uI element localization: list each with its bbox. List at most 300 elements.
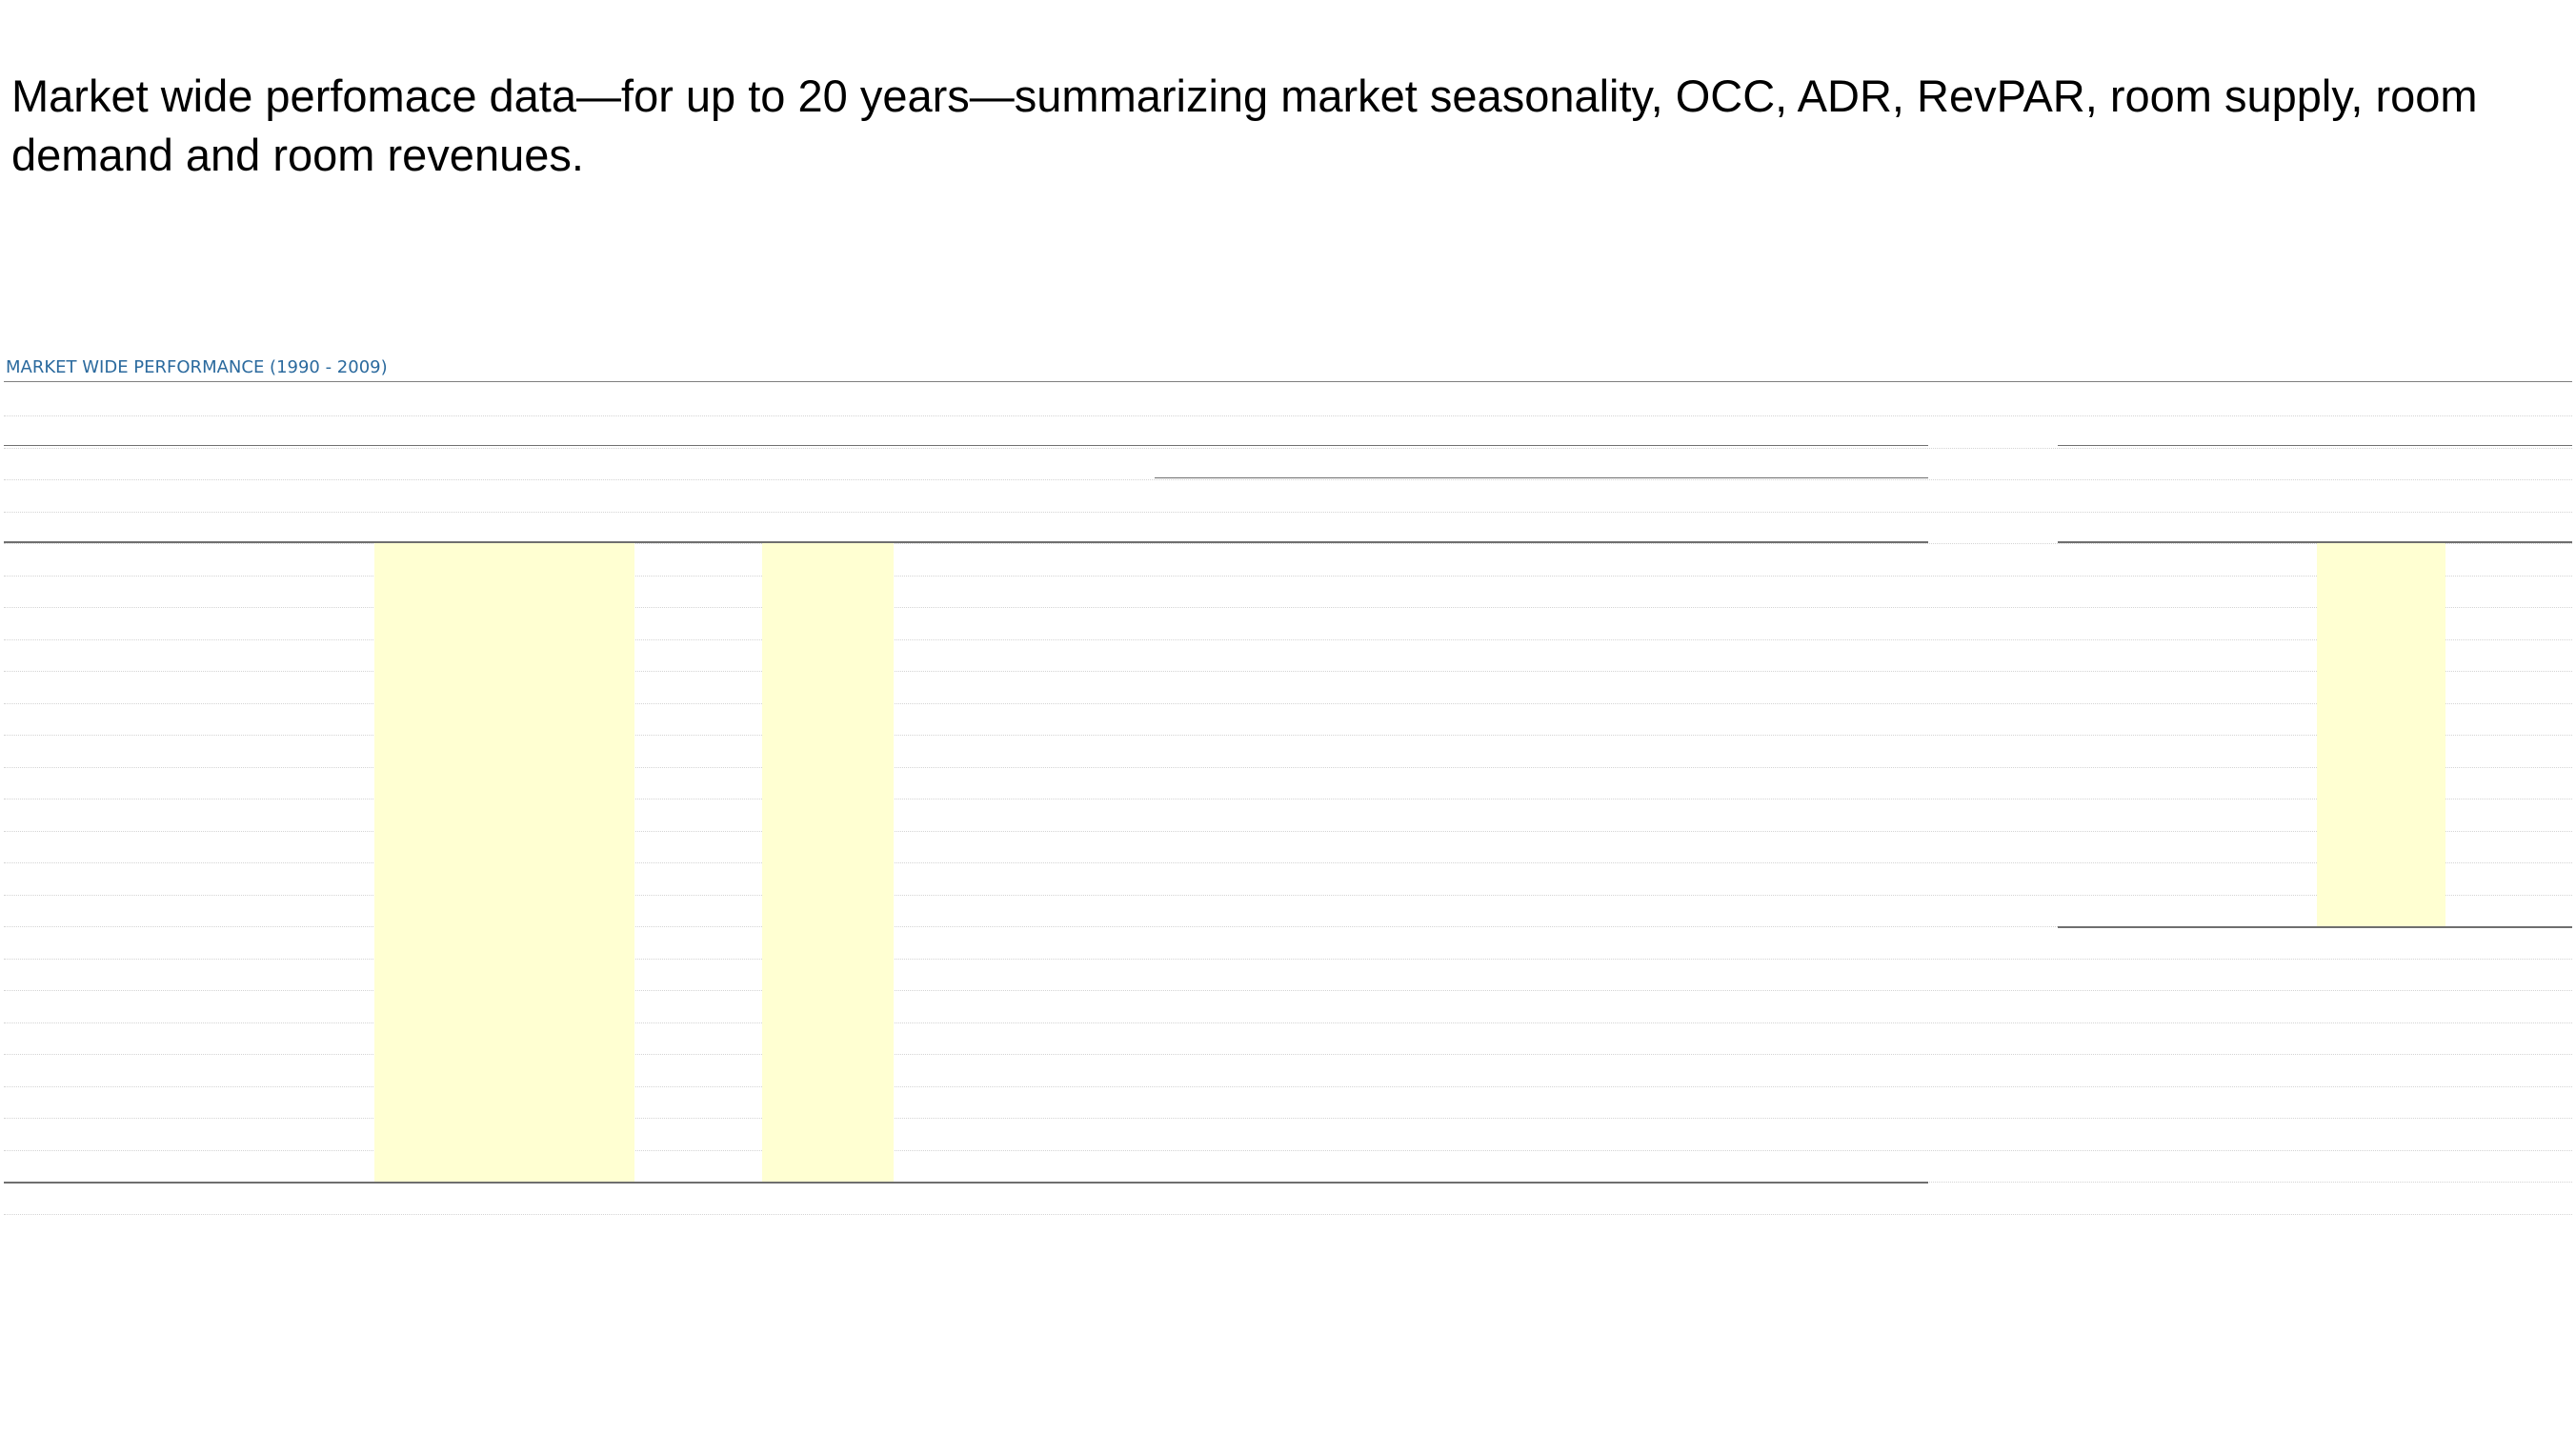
table-cell (648, 1021, 762, 1052)
table-cell (748, 1148, 891, 1180)
table-cell (389, 605, 503, 637)
season-total-label (2060, 961, 2174, 992)
table-cell (1442, 1021, 1538, 1052)
column-header (988, 476, 1150, 508)
slide-title: Market wide perfomace data—for up to 20 years—summarizing market seasonality, OCC, ADR, RevPAR, room supply, room demand and room revenues. (11, 71, 2478, 180)
table-cell (1793, 574, 1926, 605)
month-cell (2060, 860, 2174, 892)
table-cell (517, 765, 632, 797)
table-cell (389, 541, 503, 573)
base-cell (517, 1216, 632, 1247)
table-cell (1534, 605, 1667, 637)
table-cell (517, 957, 632, 988)
table-cell (1662, 829, 1796, 860)
table-cell (1315, 701, 1410, 733)
table-cell (1662, 541, 1796, 573)
table-cell (988, 1021, 1150, 1052)
table-cell (748, 574, 891, 605)
table-cell (389, 1084, 503, 1116)
table-cell (517, 988, 632, 1020)
table-cell (1793, 605, 1926, 637)
season-cell (2328, 638, 2443, 669)
season-cell (2328, 797, 2443, 828)
base-year-cell (151, 1216, 227, 1247)
table-cell (1442, 1084, 1538, 1116)
table-cell (1315, 1116, 1410, 1147)
table-cell (988, 701, 1150, 733)
table-cell (1442, 701, 1538, 733)
table-cell (988, 574, 1150, 605)
season-total-cell (2456, 961, 2570, 992)
table-cell (1534, 957, 1667, 988)
table-cell (648, 1052, 762, 1083)
table-cell (1184, 669, 1279, 700)
column-header (748, 476, 891, 508)
table-cell (1315, 1084, 1410, 1116)
table-cell (389, 733, 503, 764)
table-cell (988, 1116, 1150, 1147)
table-cell (988, 893, 1150, 924)
table-cell (748, 1116, 891, 1147)
season-cell (2328, 541, 2443, 573)
table-cell (1442, 733, 1538, 764)
table-cell (1184, 988, 1279, 1020)
table-cell (1184, 797, 1279, 828)
table-cell (1534, 860, 1667, 892)
season-cell (2456, 541, 2570, 573)
year-cell (151, 1148, 227, 1180)
table-cell (1442, 574, 1538, 605)
table-cell (1534, 893, 1667, 924)
table-cell (1184, 1116, 1279, 1147)
table-cell (988, 733, 1150, 764)
table-cell (748, 669, 891, 700)
table-cell (1793, 797, 1926, 828)
table-cell (1442, 1148, 1538, 1180)
table-cell (1662, 924, 1796, 956)
table-cell (988, 605, 1150, 637)
season-cell (2199, 574, 2313, 605)
table-cell (988, 541, 1150, 573)
base-cell (748, 1216, 891, 1247)
table-cell (1315, 924, 1410, 956)
column-header (748, 508, 891, 539)
year-cell (151, 1084, 227, 1116)
table-cell (1184, 701, 1279, 733)
table-cell (648, 893, 762, 924)
table-cell (1534, 797, 1667, 828)
year-cell (151, 924, 227, 956)
table-cell (1315, 988, 1410, 1020)
table-cell (648, 541, 762, 573)
column-header (1184, 508, 1279, 539)
table-cell (1184, 733, 1279, 764)
table-cell (389, 765, 503, 797)
table-cell (1793, 733, 1926, 764)
table-cell (648, 988, 762, 1020)
table-cell (1793, 541, 1926, 573)
month-cell (2060, 765, 2174, 797)
month-cell (2060, 669, 2174, 700)
table-cell (648, 669, 762, 700)
season-cell (2199, 669, 2313, 700)
table-cell (1184, 1084, 1279, 1116)
table-cell (1442, 957, 1538, 988)
table-cell (1442, 605, 1538, 637)
table-cell (1793, 1148, 1926, 1180)
column-header (648, 508, 762, 539)
column-header (517, 476, 632, 508)
section-divider (4, 381, 2572, 382)
table-cell (1793, 701, 1926, 733)
season-cell (2456, 893, 2570, 924)
month-cell (2060, 733, 2174, 764)
table-cell (648, 765, 762, 797)
table-cell (988, 924, 1150, 956)
row-guide (4, 448, 2572, 449)
table-cell (1662, 860, 1796, 892)
column-header (389, 476, 503, 508)
table-cell (1662, 605, 1796, 637)
year-cell (151, 669, 227, 700)
table-cell (1315, 1148, 1410, 1180)
table-cell (1534, 541, 1667, 573)
table-cell (517, 1148, 632, 1180)
year-cell (151, 541, 227, 573)
table-cell (517, 1052, 632, 1083)
table-cell (389, 701, 503, 733)
season-total-cell (2328, 961, 2443, 992)
season-cell (2328, 765, 2443, 797)
table-cell (389, 638, 503, 669)
column-header (152, 508, 229, 539)
year-cell (151, 574, 227, 605)
table-cell (748, 733, 891, 764)
table-cell (1662, 957, 1796, 988)
table-cell (1315, 574, 1410, 605)
year-cell (151, 893, 227, 924)
row-guide (4, 1214, 2572, 1215)
table-cell (517, 1021, 632, 1052)
table-cell (1793, 988, 1926, 1020)
year-cell (151, 860, 227, 892)
table-cell (648, 797, 762, 828)
season-bottom-rule (2058, 926, 2572, 928)
season-cell (2456, 701, 2570, 733)
table-cell (1315, 893, 1410, 924)
table-cell (1442, 1052, 1538, 1083)
column-header (1534, 476, 1667, 508)
column-header (1442, 508, 1538, 539)
table-cell (748, 638, 891, 669)
table-cell (1315, 1021, 1410, 1052)
table-cell (748, 1084, 891, 1116)
table-cell (748, 924, 891, 956)
table-cell (389, 1148, 503, 1180)
table-cell (1184, 1148, 1279, 1180)
month-cell (2060, 541, 2174, 573)
table-cell (1534, 1148, 1667, 1180)
table-cell (1662, 765, 1796, 797)
table-cell (1184, 605, 1279, 637)
table-cell (1534, 1084, 1667, 1116)
table-cell (1315, 860, 1410, 892)
season-cell (2328, 574, 2443, 605)
table-cell (517, 669, 632, 700)
base-cell (389, 1216, 503, 1247)
month-cell (2060, 893, 2174, 924)
table-cell (1662, 893, 1796, 924)
season-cell (2456, 860, 2570, 892)
table-cell (1662, 797, 1796, 828)
table-cell (1442, 829, 1538, 860)
column-header (988, 445, 1150, 476)
table-cell (517, 733, 632, 764)
table-cell (1184, 574, 1279, 605)
month-cell (2060, 701, 2174, 733)
year-cell (151, 957, 227, 988)
table-cell (1315, 669, 1410, 700)
table-cell (1793, 638, 1926, 669)
table-cell (1534, 829, 1667, 860)
season-cell (2456, 638, 2570, 669)
season-cell (2199, 765, 2313, 797)
table-cell (1793, 1052, 1926, 1083)
table-cell (1662, 701, 1796, 733)
table-cell (1315, 733, 1410, 764)
season-header (2199, 445, 2313, 476)
month-cell (2060, 574, 2174, 605)
table-cell (748, 1052, 891, 1083)
table-cell (1315, 957, 1410, 988)
table-cell (988, 638, 1150, 669)
table-cell (1534, 924, 1667, 956)
table-cell (748, 541, 891, 573)
month-cell (2060, 605, 2174, 637)
table-cell (517, 924, 632, 956)
table-cell (1534, 574, 1667, 605)
table-cell (517, 701, 632, 733)
column-header (1662, 508, 1796, 539)
table-cell (648, 1084, 762, 1116)
table-cell (1534, 1052, 1667, 1083)
section-label: MARKET WIDE PERFORMANCE (1990 - 2009) (6, 357, 388, 377)
table-cell (1662, 1116, 1796, 1147)
table-cell (517, 797, 632, 828)
table-cell (517, 605, 632, 637)
table-cell (1315, 765, 1410, 797)
season-cell (2456, 605, 2570, 637)
column-header (988, 508, 1150, 539)
column-header (517, 508, 632, 539)
table-cell (517, 893, 632, 924)
column-header (748, 445, 891, 476)
season-cell (2199, 638, 2313, 669)
table-cell (1534, 669, 1667, 700)
table-cell (1184, 638, 1279, 669)
table-cell (1662, 988, 1796, 1020)
table-cell (1315, 797, 1410, 828)
table-cell (1793, 765, 1926, 797)
base-cell (648, 1216, 762, 1247)
perf-bottom-rule (4, 1182, 1928, 1184)
year-cell (151, 829, 227, 860)
season-cell (2456, 765, 2570, 797)
table-cell (1662, 733, 1796, 764)
season-cell (2328, 701, 2443, 733)
table-cell (517, 638, 632, 669)
table-cell (389, 1116, 503, 1147)
table-cell (1184, 860, 1279, 892)
table-cell (1442, 893, 1538, 924)
table-cell (517, 1116, 632, 1147)
table-cell (1315, 829, 1410, 860)
table-cell (1534, 638, 1667, 669)
table-cell (1184, 765, 1279, 797)
table-cell (517, 860, 632, 892)
year-cell (151, 988, 227, 1020)
table-cell (1184, 893, 1279, 924)
table-cell (1184, 1021, 1279, 1052)
table-cell (748, 860, 891, 892)
table-cell (1793, 957, 1926, 988)
month-cell (2060, 797, 2174, 828)
table-cell (389, 924, 503, 956)
table-cell (748, 1021, 891, 1052)
season-header (2060, 504, 2174, 536)
year-cell (151, 733, 227, 764)
table-cell (748, 797, 891, 828)
table-cell (389, 988, 503, 1020)
table-cell (648, 638, 762, 669)
table-cell (748, 957, 891, 988)
season-header (2456, 476, 2570, 508)
season-header (2328, 476, 2443, 508)
table-cell (389, 860, 503, 892)
year-cell (151, 1021, 227, 1052)
table-cell (1534, 765, 1667, 797)
table-cell (1315, 541, 1410, 573)
table-cell (1442, 1116, 1538, 1147)
table-cell (1662, 574, 1796, 605)
year-cell (151, 797, 227, 828)
year-cell (151, 701, 227, 733)
table-cell (1793, 893, 1926, 924)
season-cell (2456, 829, 2570, 860)
table-cell (1793, 924, 1926, 956)
table-cell (1184, 957, 1279, 988)
season-cell (2328, 669, 2443, 700)
season-cell (2328, 893, 2443, 924)
season-cell (2456, 797, 2570, 828)
table-cell (748, 829, 891, 860)
table-cell (988, 829, 1150, 860)
season-cell (2199, 733, 2313, 764)
table-cell (389, 1021, 503, 1052)
table-cell (648, 1116, 762, 1147)
table-cell (648, 733, 762, 764)
table-cell (988, 765, 1150, 797)
year-cell (151, 1052, 227, 1083)
year-cell (151, 1116, 227, 1147)
table-cell (1662, 1021, 1796, 1052)
table-cell (389, 797, 503, 828)
column-header (1662, 476, 1796, 508)
table-cell (748, 605, 891, 637)
table-cell (988, 988, 1150, 1020)
season-header (2199, 508, 2313, 539)
table-cell (1793, 860, 1926, 892)
table-cell (1662, 638, 1796, 669)
season-cell (2456, 669, 2570, 700)
table-cell (1662, 1052, 1796, 1083)
table-cell (648, 605, 762, 637)
month-cell (2060, 638, 2174, 669)
column-header (1793, 508, 1926, 539)
season-cell (2328, 860, 2443, 892)
season-cell (2199, 893, 2313, 924)
table-cell (988, 797, 1150, 828)
season-cell (2199, 701, 2313, 733)
season-cell (2199, 829, 2313, 860)
base-cell (988, 1216, 1150, 1247)
table-cell (1442, 669, 1538, 700)
column-header (648, 476, 762, 508)
table-cell (517, 829, 632, 860)
table-cell (1442, 638, 1538, 669)
table-cell (1184, 924, 1279, 956)
table-cell (748, 765, 891, 797)
season-cell (2456, 574, 2570, 605)
table-cell (1662, 1084, 1796, 1116)
table-cell (1793, 669, 1926, 700)
table-cell (1534, 1116, 1667, 1147)
table-cell (1793, 1021, 1926, 1052)
table-cell (648, 957, 762, 988)
table-cell (389, 893, 503, 924)
year-cell (151, 765, 227, 797)
table-cell (748, 988, 891, 1020)
table-cell (1534, 701, 1667, 733)
table-cell (389, 574, 503, 605)
table-cell (988, 1084, 1150, 1116)
column-header (1534, 508, 1667, 539)
table-cell (648, 574, 762, 605)
month-cell (2060, 829, 2174, 860)
table-cell (648, 1148, 762, 1180)
table-cell (389, 829, 503, 860)
year-cell (151, 605, 227, 637)
column-header (389, 508, 503, 539)
table-cell (988, 1148, 1150, 1180)
table-cell (389, 957, 503, 988)
table-cell (389, 1052, 503, 1083)
table-cell (648, 924, 762, 956)
season-cell (2199, 541, 2313, 573)
table-cell (1442, 860, 1538, 892)
season-cell (2456, 733, 2570, 764)
table-cell (988, 1052, 1150, 1083)
table-cell (648, 860, 762, 892)
table-cell (1184, 829, 1279, 860)
season-header (2199, 476, 2313, 508)
table-cell (1442, 988, 1538, 1020)
season-header (2456, 508, 2570, 539)
table-cell (748, 893, 891, 924)
table-cell (1662, 669, 1796, 700)
table-cell (517, 1084, 632, 1116)
table-cell (1315, 1052, 1410, 1083)
